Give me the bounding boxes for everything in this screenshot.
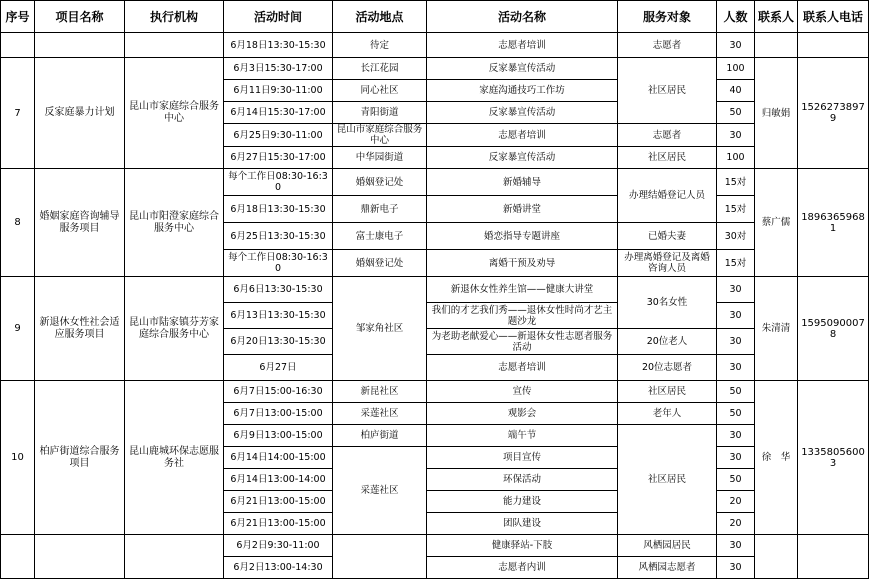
cell-count: 50	[717, 381, 755, 403]
cell-target: 志愿者	[618, 124, 717, 147]
cell-place: 青阳街道	[333, 102, 427, 124]
cell-activity: 观影会	[427, 403, 618, 425]
cell-org: 昆山市阳澄家庭综合服务中心	[125, 169, 224, 277]
cell-contact: 徐 华	[755, 381, 798, 535]
cell-phone: 15950900078	[798, 277, 869, 381]
table-row	[1, 169, 869, 196]
cell-target: 30名女性	[618, 277, 717, 329]
cell-activity: 能力建设	[427, 491, 618, 513]
cell-count: 100	[717, 58, 755, 80]
header-cell: 联系人电话	[798, 1, 869, 33]
cell-name: 新退休女性社会适应服务项目	[35, 277, 125, 381]
cell-contact	[755, 33, 798, 58]
cell-org: 昆山鹿城环保志愿服务社	[125, 381, 224, 535]
cell-time: 6月27日15:30-17:00	[224, 147, 333, 169]
cell-activity: 志愿者培训	[427, 124, 618, 147]
cell-time: 6月11日9:30-11:00	[224, 80, 333, 102]
cell-count: 30对	[717, 223, 755, 250]
table-row	[1, 58, 869, 80]
cell-count: 30	[717, 124, 755, 147]
cell-place: 待定	[333, 33, 427, 58]
cell-count: 30	[717, 557, 755, 579]
cell-activity: 反家暴宣传活动	[427, 58, 618, 80]
cell-count: 30	[717, 447, 755, 469]
cell-place: 富士康电子	[333, 223, 427, 250]
cell-target: 办理结婚登记人员	[618, 169, 717, 223]
cell-time: 6月25日9:30-11:00	[224, 124, 333, 147]
cell-target: 社区居民	[618, 381, 717, 403]
cell-place: 柏庐街道	[333, 425, 427, 447]
table-row	[1, 277, 869, 303]
cell-count: 15对	[717, 169, 755, 196]
cell-time: 6月21日13:00-15:00	[224, 513, 333, 535]
cell-no: 9	[1, 277, 35, 381]
header-cell: 执行机构	[125, 1, 224, 33]
cell-target: 社区居民	[618, 147, 717, 169]
cell-activity: 团队建设	[427, 513, 618, 535]
cell-time: 6月18日13:30-15:30	[224, 196, 333, 223]
cell-time: 每个工作日08:30-16:30	[224, 250, 333, 277]
cell-count: 30	[717, 329, 755, 355]
cell-activity: 新婚讲堂	[427, 196, 618, 223]
header-cell: 服务对象	[618, 1, 717, 33]
cell-activity: 婚恋指导专题讲座	[427, 223, 618, 250]
cell-time: 6月9日13:00-15:00	[224, 425, 333, 447]
cell-activity: 志愿者培训	[427, 33, 618, 58]
header-cell: 人数	[717, 1, 755, 33]
cell-activity: 志愿者内训	[427, 557, 618, 579]
cell-place: 采莲社区	[333, 447, 427, 535]
cell-contact: 归敏娟	[755, 58, 798, 169]
cell-time: 6月2日9:30-11:00	[224, 535, 333, 557]
cell-name: 婚姻家庭咨询辅导服务项目	[35, 169, 125, 277]
cell-target: 20位志愿者	[618, 355, 717, 381]
cell-org: 昆山市陆家镇芬芳家庭综合服务中心	[125, 277, 224, 381]
cell-time: 6月3日15:30-17:00	[224, 58, 333, 80]
cell-time: 6月7日13:00-15:00	[224, 403, 333, 425]
cell-org: 昆山市家庭综合服务中心	[125, 58, 224, 169]
cell-activity: 环保活动	[427, 469, 618, 491]
cell-contact	[755, 535, 798, 579]
cell-phone	[798, 535, 869, 579]
cell-activity: 离婚干预及劝导	[427, 250, 618, 277]
cell-target: 老年人	[618, 403, 717, 425]
cell-count: 30	[717, 33, 755, 58]
cell-place: 新昆社区	[333, 381, 427, 403]
cell-target: 风栖园居民	[618, 535, 717, 557]
cell-no: 7	[1, 58, 35, 169]
header-cell: 联系人	[755, 1, 798, 33]
table-row	[1, 381, 869, 403]
header-cell: 活动时间	[224, 1, 333, 33]
header-cell: 活动名称	[427, 1, 618, 33]
cell-place: 中华园街道	[333, 147, 427, 169]
cell-count: 30	[717, 355, 755, 381]
header-cell: 活动地点	[333, 1, 427, 33]
cell-org	[125, 33, 224, 58]
table-row	[1, 33, 869, 58]
cell-time: 6月7日15:00-16:30	[224, 381, 333, 403]
cell-place: 昆山市家庭综合服务中心	[333, 124, 427, 147]
cell-activity: 健康驿站-下肢	[427, 535, 618, 557]
cell-place: 婚姻登记处	[333, 250, 427, 277]
cell-activity: 家庭沟通技巧工作坊	[427, 80, 618, 102]
cell-time: 6月14日14:00-15:00	[224, 447, 333, 469]
cell-time: 6月14日15:30-17:00	[224, 102, 333, 124]
cell-count: 20	[717, 491, 755, 513]
cell-phone: 15262738979	[798, 58, 869, 169]
cell-activity: 端午节	[427, 425, 618, 447]
header-cell: 序号	[1, 1, 35, 33]
cell-count: 30	[717, 425, 755, 447]
cell-target: 风栖园志愿者	[618, 557, 717, 579]
cell-time: 6月21日13:00-15:00	[224, 491, 333, 513]
cell-time: 6月14日13:00-14:00	[224, 469, 333, 491]
cell-count: 50	[717, 469, 755, 491]
cell-phone: 13358056003	[798, 381, 869, 535]
cell-count: 30	[717, 277, 755, 303]
cell-count: 100	[717, 147, 755, 169]
cell-contact: 朱清清	[755, 277, 798, 381]
cell-activity: 新退休女性养生馆——健康大讲堂	[427, 277, 618, 303]
cell-name: 反家庭暴力计划	[35, 58, 125, 169]
cell-time: 6月20日13:30-15:30	[224, 329, 333, 355]
cell-count: 15对	[717, 196, 755, 223]
cell-target: 志愿者	[618, 33, 717, 58]
cell-count: 50	[717, 403, 755, 425]
cell-no	[1, 535, 35, 579]
cell-place: 长江花园	[333, 58, 427, 80]
cell-target: 已婚夫妻	[618, 223, 717, 250]
cell-time: 6月18日13:30-15:30	[224, 33, 333, 58]
cell-phone	[798, 33, 869, 58]
cell-count: 30	[717, 535, 755, 557]
cell-target: 20位老人	[618, 329, 717, 355]
cell-count: 30	[717, 303, 755, 329]
cell-place: 采莲社区	[333, 403, 427, 425]
cell-place	[333, 535, 427, 579]
cell-target: 办理离婚登记及离婚咨询人员	[618, 250, 717, 277]
cell-count: 40	[717, 80, 755, 102]
header-row	[1, 1, 869, 33]
cell-no: 8	[1, 169, 35, 277]
cell-target: 社区居民	[618, 58, 717, 124]
cell-place: 邹家角社区	[333, 277, 427, 381]
cell-activity: 为老助老献爱心——新退休女性志愿者服务活动	[427, 329, 618, 355]
cell-count: 50	[717, 102, 755, 124]
cell-count: 15对	[717, 250, 755, 277]
cell-time: 6月25日13:30-15:30	[224, 223, 333, 250]
cell-name	[35, 535, 125, 579]
cell-activity: 反家暴宣传活动	[427, 102, 618, 124]
cell-time: 6月2日13:00-14:30	[224, 557, 333, 579]
cell-no: 10	[1, 381, 35, 535]
cell-org	[125, 535, 224, 579]
cell-time: 6月27日	[224, 355, 333, 381]
header-cell: 项目名称	[35, 1, 125, 33]
cell-no	[1, 33, 35, 58]
cell-count: 20	[717, 513, 755, 535]
cell-time: 每个工作日08:30-16:30	[224, 169, 333, 196]
cell-time: 6月13日13:30-15:30	[224, 303, 333, 329]
cell-name: 柏庐街道综合服务项目	[35, 381, 125, 535]
cell-activity: 我们的才艺我们秀——退休女性时尚才艺主题沙龙	[427, 303, 618, 329]
cell-target: 社区居民	[618, 425, 717, 535]
cell-activity: 宣传	[427, 381, 618, 403]
cell-activity: 志愿者培训	[427, 355, 618, 381]
cell-place: 婚姻登记处	[333, 169, 427, 196]
cell-contact: 蔡广儒	[755, 169, 798, 277]
cell-time: 6月6日13:30-15:30	[224, 277, 333, 303]
cell-phone: 18963659681	[798, 169, 869, 277]
cell-activity: 新婚辅导	[427, 169, 618, 196]
cell-activity: 反家暴宣传活动	[427, 147, 618, 169]
cell-name	[35, 33, 125, 58]
cell-place: 同心社区	[333, 80, 427, 102]
cell-place: 鼎新电子	[333, 196, 427, 223]
table-row	[1, 535, 869, 557]
cell-activity: 项目宣传	[427, 447, 618, 469]
